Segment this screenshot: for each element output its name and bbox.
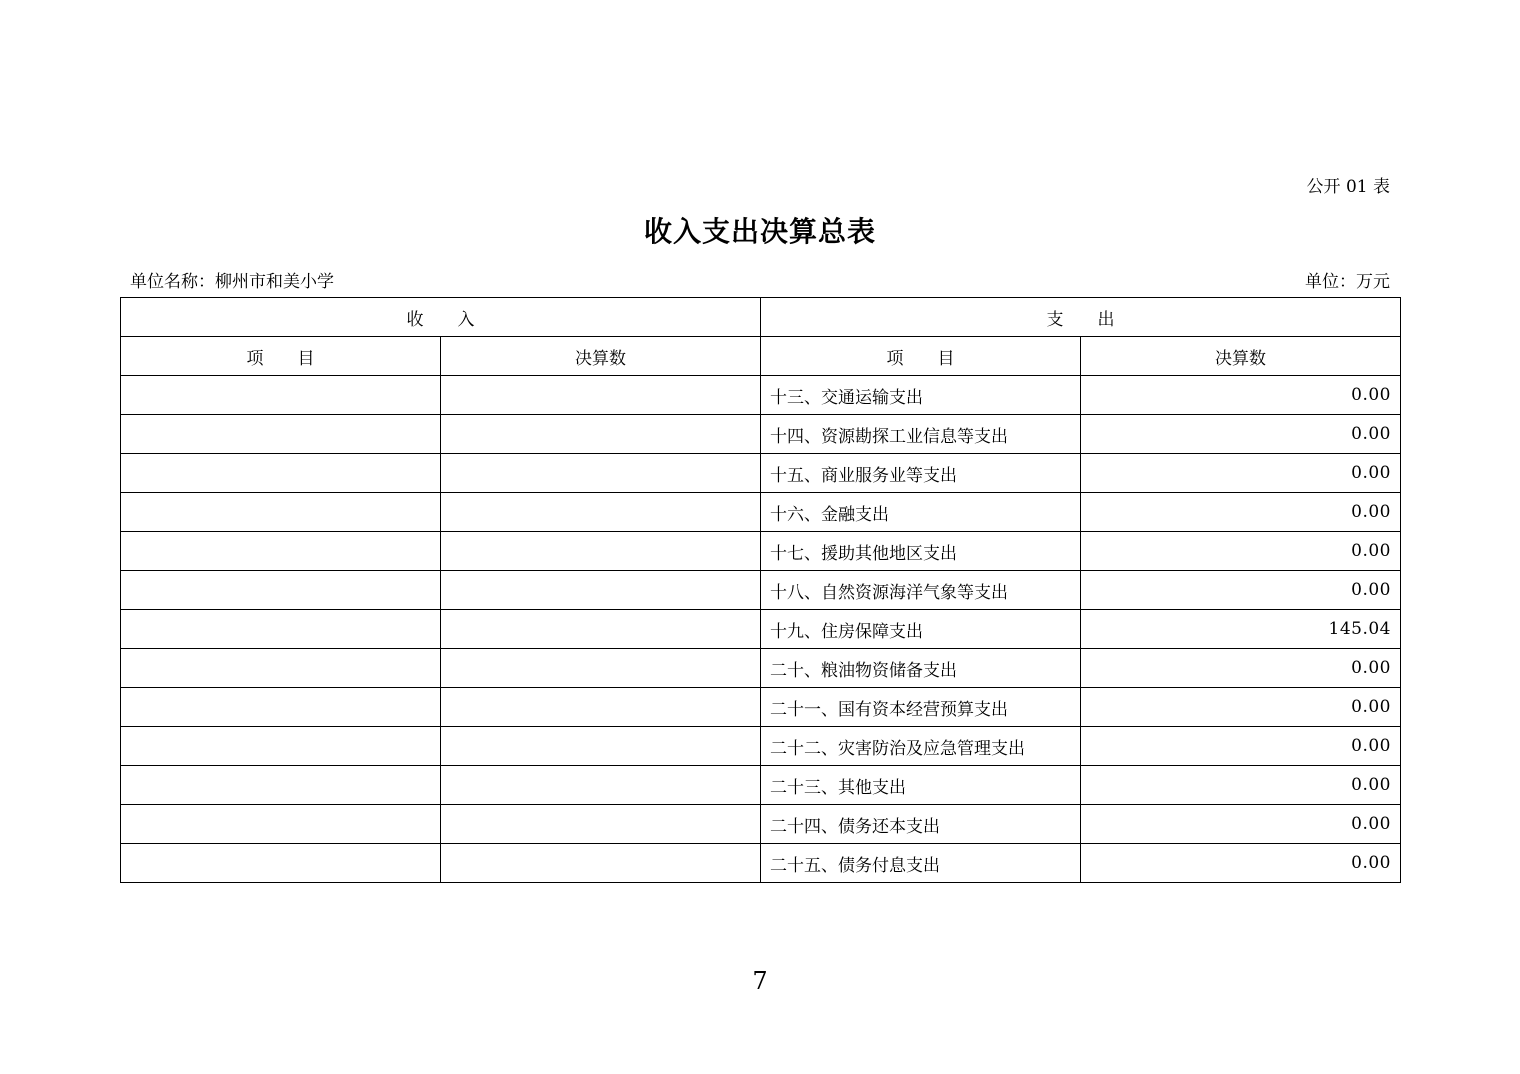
income-item-cell: [121, 454, 441, 493]
expense-item-cell: 二十五、债务付息支出: [761, 844, 1081, 883]
income-amount-cell: [441, 805, 761, 844]
expense-amount-cell: 0.00: [1081, 727, 1401, 766]
expense-amount-header: 决算数: [1081, 337, 1401, 376]
table-row: [121, 766, 1401, 805]
income-item-cell: [121, 649, 441, 688]
expense-item-cell: 十五、商业服务业等支出: [761, 454, 1081, 493]
income-amount-cell: [441, 454, 761, 493]
table-row: [121, 493, 1401, 532]
expense-item-cell: 十九、住房保障支出: [761, 610, 1081, 649]
income-amount-cell: [441, 610, 761, 649]
expense-item-cell: 十六、金融支出: [761, 493, 1081, 532]
income-amount-cell: [441, 727, 761, 766]
income-header: 收 入: [121, 298, 761, 337]
income-amount-cell: [441, 493, 761, 532]
expense-amount-cell: 145.04: [1081, 610, 1401, 649]
income-amount-cell: [441, 415, 761, 454]
income-amount-cell: [441, 571, 761, 610]
expense-amount-cell: 0.00: [1081, 805, 1401, 844]
expense-item-cell: 十四、资源勘探工业信息等支出: [761, 415, 1081, 454]
expense-amount-cell: 0.00: [1081, 376, 1401, 415]
table-row: [121, 415, 1401, 454]
income-item-cell: [121, 727, 441, 766]
unit-name: 单位名称：柳州市和美小学: [130, 272, 334, 292]
income-item-cell: [121, 805, 441, 844]
expense-item-cell: 二十、粮油物资储备支出: [761, 649, 1081, 688]
income-amount-cell: [441, 376, 761, 415]
expense-item-cell: 十三、交通运输支出: [761, 376, 1081, 415]
expense-amount-cell: 0.00: [1081, 571, 1401, 610]
page-title: 收入支出决算总表: [643, 215, 876, 248]
income-item-cell: [121, 688, 441, 727]
budget-table: [120, 297, 1401, 883]
table-row: [121, 532, 1401, 571]
income-amount-cell: [441, 688, 761, 727]
column-header-row: [121, 337, 1401, 376]
table-row: [121, 571, 1401, 610]
expense-item-cell: 二十三、其他支出: [761, 766, 1081, 805]
income-item-cell: [121, 376, 441, 415]
expense-amount-cell: 0.00: [1081, 454, 1401, 493]
income-item-cell: [121, 610, 441, 649]
expense-item-header: 项 目: [761, 337, 1081, 376]
table-row: [121, 688, 1401, 727]
expense-amount-cell: 0.00: [1081, 532, 1401, 571]
table-row: [121, 454, 1401, 493]
table-row: [121, 649, 1401, 688]
expense-amount-cell: 0.00: [1081, 415, 1401, 454]
expense-amount-cell: 0.00: [1081, 649, 1401, 688]
income-amount-cell: [441, 532, 761, 571]
expense-item-cell: 二十四、债务还本支出: [761, 805, 1081, 844]
expense-amount-cell: 0.00: [1081, 766, 1401, 805]
income-item-cell: [121, 766, 441, 805]
table-row: [121, 844, 1401, 883]
expense-item-cell: 十七、援助其他地区支出: [761, 532, 1081, 571]
unit-label: 单位：万元: [1305, 272, 1390, 292]
expense-amount-cell: 0.00: [1081, 493, 1401, 532]
income-item-cell: [121, 493, 441, 532]
expense-item-cell: 二十一、国有资本经营预算支出: [761, 688, 1081, 727]
income-item-header: 项 目: [121, 337, 441, 376]
expense-amount-cell: 0.00: [1081, 844, 1401, 883]
income-amount-header: 决算数: [441, 337, 761, 376]
section-header-row: [121, 298, 1401, 337]
income-amount-cell: [441, 766, 761, 805]
expense-item-cell: 十八、自然资源海洋气象等支出: [761, 571, 1081, 610]
page-number: 7: [752, 967, 768, 995]
income-item-cell: [121, 844, 441, 883]
income-item-cell: [121, 415, 441, 454]
expense-header: 支 出: [761, 298, 1401, 337]
expense-item-cell: 二十二、灾害防治及应急管理支出: [761, 727, 1081, 766]
expense-amount-cell: 0.00: [1081, 688, 1401, 727]
income-amount-cell: [441, 649, 761, 688]
income-amount-cell: [441, 844, 761, 883]
table-row: [121, 805, 1401, 844]
table-row: [121, 727, 1401, 766]
table-row: [121, 610, 1401, 649]
table-row: [121, 376, 1401, 415]
income-item-cell: [121, 571, 441, 610]
form-code: 公开 01 表: [1306, 177, 1390, 197]
income-item-cell: [121, 532, 441, 571]
